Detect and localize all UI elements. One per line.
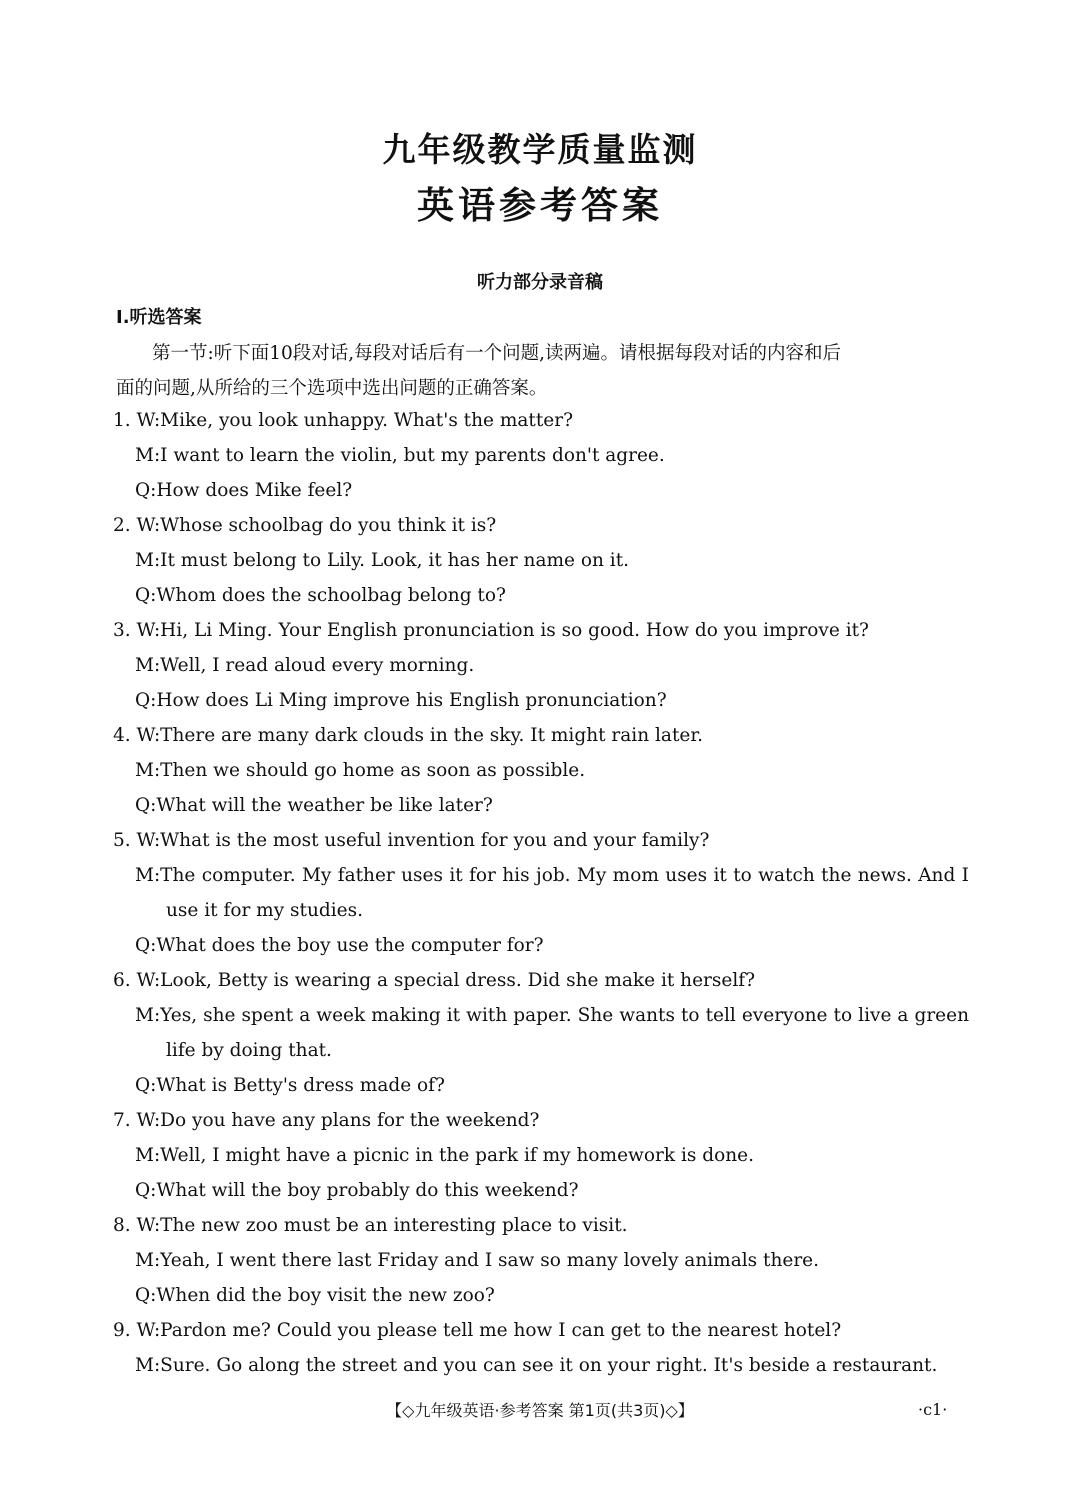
footer-code: ·c1·: [918, 1400, 948, 1419]
dialogue-1-m: M:I want to learn the violin, but my parents don't agree.: [135, 445, 665, 466]
page-subtitle: 英语参考答案: [417, 184, 663, 227]
dialogue-8-q: Q:When did the boy visit the new zoo?: [135, 1285, 495, 1306]
dialogue-2-q: Q:Whom does the schoolbag belong to?: [135, 585, 506, 606]
dialogue-9-w: 9. W:Pardon me? Could you please tell me how I can get to the nearest hotel?: [113, 1320, 842, 1341]
dialogue-7-q: Q:What will the boy probably do this weekend?: [135, 1180, 579, 1201]
dialogue-6-w: 6. W:Look, Betty is wearing a special dress. Did she make it herself?: [113, 970, 756, 991]
dialogue-8-m: M:Yeah, I went there last Friday and I saw so many lovely animals there.: [135, 1250, 819, 1271]
dialogue-6-q: Q:What is Betty's dress made of?: [135, 1075, 445, 1096]
dialogue-3-m: M:Well, I read aloud every morning.: [135, 655, 475, 676]
page-footer: 【◇九年级英语·参考答案 第1页(共3页)◇】: [386, 1401, 694, 1420]
dialogue-5-w: 5. W:What is the most useful invention for you and your family?: [113, 830, 710, 851]
dialogue-6-m-cont: life by doing that.: [166, 1040, 332, 1061]
part-heading: Ⅰ.听选答案: [116, 307, 202, 328]
dialogue-8-w: 8. W:The new zoo must be an interesting place to visit.: [113, 1215, 628, 1236]
dialogue-9-m: M:Sure. Go along the street and you can see it on your right. It's beside a restaurant.: [135, 1355, 938, 1376]
dialogue-3-q: Q:How does Li Ming improve his English pronunciation?: [135, 690, 667, 711]
dialogue-1-w: 1. W:Mike, you look unhappy. What's the matter?: [113, 410, 574, 431]
dialogue-6-m: M:Yes, she spent a week making it with paper. She wants to tell everyone to live a green: [135, 1005, 969, 1026]
dialogue-2-w: 2. W:Whose schoolbag do you think it is?: [113, 515, 497, 536]
dialogue-4-w: 4. W:There are many dark clouds in the sky. It might rain later.: [113, 725, 704, 746]
dialogue-list: [113, 403, 983, 1383]
dialogue-5-m-cont: use it for my studies.: [166, 900, 363, 921]
dialogue-7-w: 7. W:Do you have any plans for the weekend?: [113, 1110, 540, 1131]
intro-line-1: 第一节:听下面10段对话,每段对话后有一个问题,读两遍。请根据每段对话的内容和后: [152, 343, 842, 364]
dialogue-4-q: Q:What will the weather be like later?: [135, 795, 493, 816]
section-title: 听力部分录音稿: [477, 272, 603, 293]
dialogue-4-m: M:Then we should go home as soon as possible.: [135, 760, 586, 781]
intro-line-2: 面的问题,从所给的三个选项中选出问题的正确答案。: [116, 378, 548, 399]
dialogue-1-q: Q:How does Mike feel?: [135, 480, 353, 501]
dialogue-7-m: M:Well, I might have a picnic in the park if my homework is done.: [135, 1145, 754, 1166]
page-title: 九年级教学质量监测: [382, 130, 698, 169]
dialogue-3-w: 3. W:Hi, Li Ming. Your English pronunciation is so good. How do you improve it?: [113, 620, 869, 641]
dialogue-5-q: Q:What does the boy use the computer for?: [135, 935, 544, 956]
dialogue-5-m: M:The computer. My father uses it for his job. My mom uses it to watch the news. And I: [135, 865, 969, 886]
dialogue-2-m: M:It must belong to Lily. Look, it has her name on it.: [135, 550, 630, 571]
